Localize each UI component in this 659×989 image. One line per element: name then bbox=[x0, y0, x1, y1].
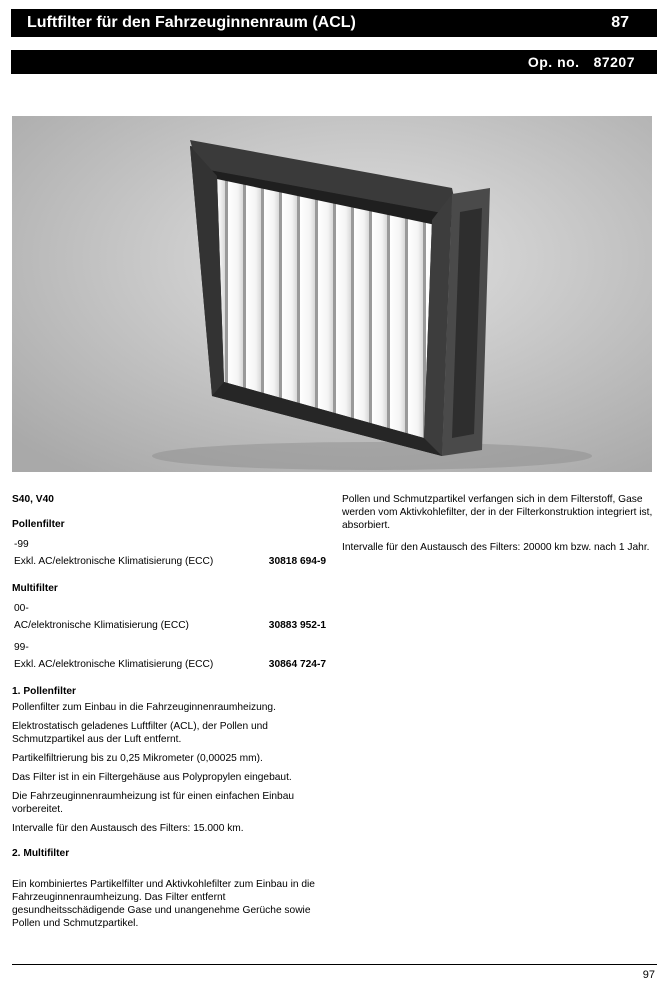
section-1-para-6: Intervalle für den Austausch des Filters: 15.000 km. bbox=[12, 823, 244, 834]
pollenfilter-year: -99 bbox=[14, 539, 29, 550]
section-1-para-1: Pollenfilter zum Einbau in die Fahrzeuginnenraumheizung. bbox=[12, 702, 276, 713]
page-title: Luftfilter für den Fahrzeuginnenraum (ACL) bbox=[27, 14, 356, 31]
multifilter-part-number-2: 30864 724-7 bbox=[268, 659, 326, 670]
pollenfilter-heading: Pollenfilter bbox=[12, 519, 65, 530]
section-2-heading: 2. Multifilter bbox=[12, 848, 70, 859]
section-1-para-2: Elektrostatisch geladenes Luftfilter (ACL), der Pollen und Schmutzpartikel aus der Luft entfernt. bbox=[12, 721, 268, 745]
right-para-1: Pollen und Schmutzpartikel verfangen sich in dem Filterstoff, Gase werden vom Aktivkohlefilter, der in der Filterkonstruktion integriert ist, absorbiert. bbox=[342, 494, 653, 531]
section-number: 87 bbox=[611, 14, 629, 31]
multifilter-part-row-1 bbox=[12, 619, 330, 632]
multifilter-year-2: 99- bbox=[14, 642, 29, 653]
model-designation: S40, V40 bbox=[12, 494, 54, 505]
footer-divider bbox=[12, 964, 657, 965]
right-para-2: Intervalle für den Austausch des Filters: 20000 km bzw. nach 1 Jahr. bbox=[342, 542, 650, 553]
operation-bar bbox=[11, 50, 657, 74]
section-1-heading: 1. Pollenfilter bbox=[12, 686, 76, 697]
page-number: 97 bbox=[642, 969, 655, 981]
pollenfilter-item: Exkl. AC/elektronische Klimatisierung (ECC) bbox=[14, 556, 214, 567]
multifilter-part-row-2 bbox=[12, 658, 330, 671]
right-column bbox=[342, 493, 659, 560]
multifilter-heading: Multifilter bbox=[12, 583, 58, 594]
multifilter-part-number-1: 30883 952-1 bbox=[268, 620, 326, 631]
multifilter-item-1: AC/elektronische Klimatisierung (ECC) bbox=[14, 620, 189, 631]
section-1-para-4: Das Filter ist in ein Filtergehäuse aus Polypropylen eingebaut. bbox=[12, 772, 292, 783]
op-label: Op. no. bbox=[527, 54, 580, 70]
cabin-filter-image bbox=[12, 116, 652, 472]
section-1-para-5: Die Fahrzeuginnenraumheizung ist für einen einfachen Einbau vorbereitet. bbox=[12, 791, 295, 815]
page-title-bar bbox=[11, 9, 657, 37]
pollenfilter-part-number: 30818 694-9 bbox=[268, 556, 326, 567]
multifilter-year-1: 00- bbox=[14, 603, 29, 614]
section-1-para-3: Partikelfiltrierung bis zu 0,25 Mikrometer (0,00025 mm). bbox=[12, 753, 263, 764]
multifilter-item-2: Exkl. AC/elektronische Klimatisierung (ECC) bbox=[14, 659, 214, 670]
op-number: 87207 bbox=[593, 54, 635, 70]
section-2-para-1: Ein kombiniertes Partikelfilter und Aktivkohlefilter zum Einbau in die Fahrzeuginnenraumheizung. Das Filter entfernt gesundheitsschädigende Gase und unangenehme Gerüche sowie Pollen und Schmutzpartikel. bbox=[12, 879, 315, 929]
filter-photo bbox=[12, 116, 652, 472]
pollenfilter-part-row bbox=[12, 555, 330, 568]
left-column bbox=[12, 493, 330, 936]
